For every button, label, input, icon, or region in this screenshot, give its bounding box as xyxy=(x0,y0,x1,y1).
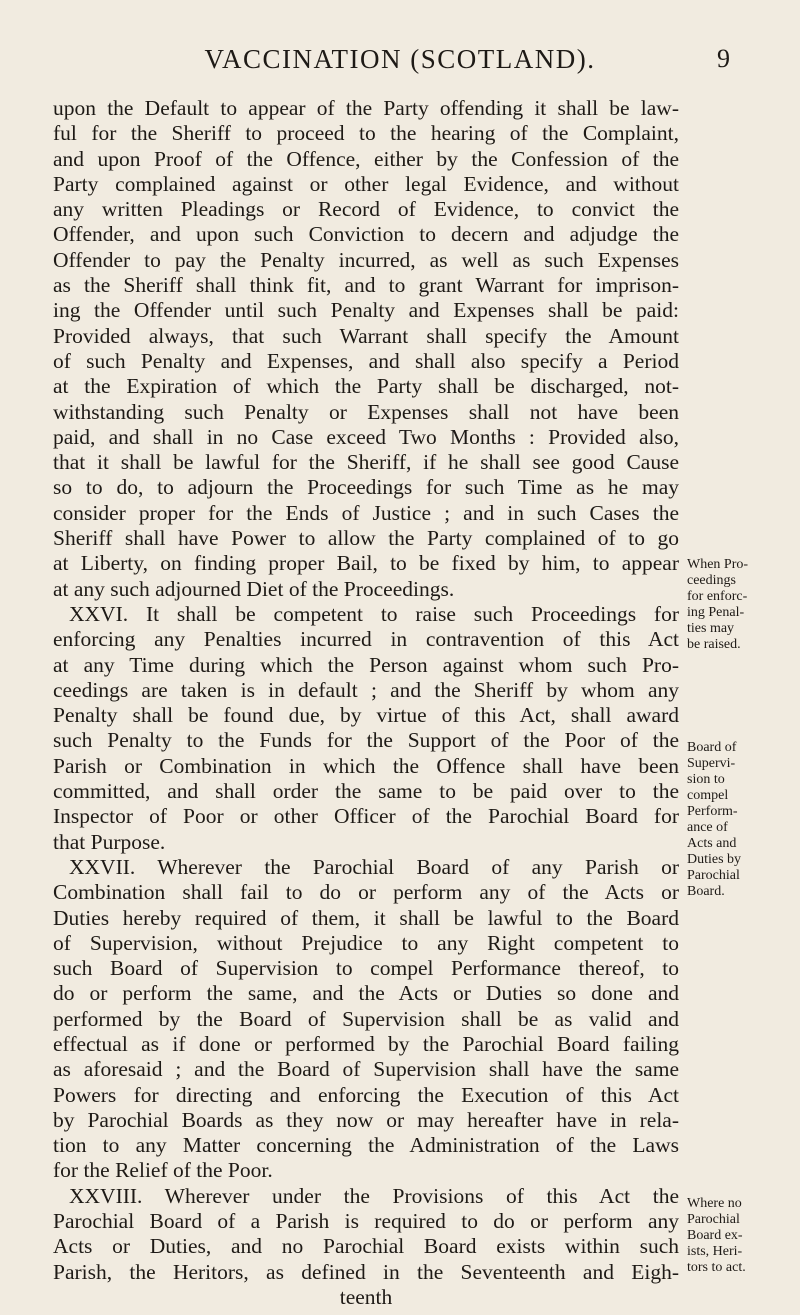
body-line: paid, and shall in no Case exceed Two Months : Provided also, xyxy=(53,424,679,449)
margin-note-line: sion to xyxy=(687,772,725,787)
body-line: ceedings are taken is in default ; and the Sheriff by whom any xyxy=(53,677,679,702)
body-line: Party complained against or other legal Evidence, and without xyxy=(53,171,679,196)
body-line: XXVII. Wherever the Parochial Board of any Parish or xyxy=(69,854,679,879)
margin-note-line: Board of xyxy=(687,740,737,755)
page-number: 9 xyxy=(717,44,730,73)
body-line: such Penalty to the Funds for the Support of the Poor of the xyxy=(53,728,679,753)
margin-note-line: ance of xyxy=(687,820,728,835)
body-line: as the Sheriff shall think fit, and to grant Warrant for imprison- xyxy=(53,273,679,298)
body-line: at the Expiration of which the Party shall be discharged, not- xyxy=(53,374,679,399)
running-title: VACCINATION (SCOTLAND). xyxy=(204,44,596,74)
body-line: performed by the Board of Supervision shall be as valid and xyxy=(53,1006,679,1031)
body-line: Parochial Board of a Parish is required to do or perform any xyxy=(53,1209,679,1234)
body-line: Penalty shall be found due, by virtue of this Act, shall award xyxy=(53,703,679,728)
body-line: consider proper for the Ends of Justice ; and in such Cases the xyxy=(53,500,679,525)
body-line: ing the Offender until such Penalty and Expenses shall be paid: xyxy=(53,298,679,323)
margin-note-line: Acts and xyxy=(687,836,737,851)
margin-note-line: ties may xyxy=(687,621,735,636)
margin-note-line: Perform- xyxy=(687,804,738,819)
body-line: tion to any Matter concerning the Administration of the Laws xyxy=(53,1133,679,1158)
body-line: so to do, to adjourn the Proceedings for such Time as he may xyxy=(53,475,679,500)
margin-note-line: ists, Heri- xyxy=(687,1244,743,1259)
margin-note-line: for enforc- xyxy=(687,589,748,604)
body-line: Combination shall fail to do or perform any of the Acts or xyxy=(53,880,679,905)
body-line: Powers for directing and enforcing the Execution of this Act xyxy=(53,1082,679,1107)
body-line: enforcing any Penalties incurred in contravention of this Act xyxy=(53,627,679,652)
body-line: Offender, and upon such Conviction to decern and adjudge the xyxy=(53,222,679,247)
body-line: Duties hereby required of them, it shall be lawful to the Board xyxy=(53,905,679,930)
body-line: Offender to pay the Penalty incurred, as well as such Expenses xyxy=(53,247,679,272)
body-line: committed, and shall order the same to be paid over to the xyxy=(53,779,679,804)
margin-note-line: When Pro- xyxy=(687,557,749,572)
margin-note-line: Parochial xyxy=(687,1212,740,1227)
body-line: at any such adjourned Diet of the Proceedings. xyxy=(53,576,455,601)
body-line: for the Relief of the Poor. xyxy=(53,1158,273,1183)
margin-note-line: Parochial xyxy=(687,868,740,883)
body-line: that it shall be lawful for the Sheriff, if he shall see good Cause xyxy=(53,450,679,475)
margin-note-line: Board ex- xyxy=(687,1228,743,1243)
body-line: Parish, the Heritors, as defined in the Seventeenth and Eigh- xyxy=(53,1259,679,1284)
margin-note-line: Where no xyxy=(687,1196,742,1211)
margin-note-line: be raised. xyxy=(687,637,741,652)
margin-note-line: ing Penal- xyxy=(687,605,745,620)
body-line: as aforesaid ; and the Board of Supervision shall have the same xyxy=(53,1057,679,1082)
body-line: XXVI. It shall be competent to raise such Proceedings for xyxy=(69,601,679,626)
body-line: of Supervision, without Prejudice to any Right competent to xyxy=(53,930,679,955)
body-line: of such Penalty and Expenses, and shall also specify a Period xyxy=(53,348,679,373)
margin-note-board-of-supervision xyxy=(687,740,797,900)
body-line: Sheriff shall have Power to allow the Party complained of to go xyxy=(53,526,679,551)
page-header xyxy=(70,44,730,84)
body-line: Acts or Duties, and no Parochial Board exists within such xyxy=(53,1234,679,1259)
margin-note-line: Duties by xyxy=(687,852,742,867)
margin-note-line: ceedings xyxy=(687,573,736,588)
body-line: ful for the Sheriff to proceed to the hearing of the Complaint, xyxy=(53,121,679,146)
margin-note-line: Supervi- xyxy=(687,756,736,771)
body-line: by Parochial Boards as they now or may hereafter have in rela- xyxy=(53,1107,679,1132)
body-text xyxy=(53,96,679,1310)
body-line: do or perform the same, and the Acts or Duties so done and xyxy=(53,981,679,1006)
margin-note-heritors xyxy=(687,1196,797,1276)
body-line: effectual as if done or performed by the Parochial Board failing xyxy=(53,1031,679,1056)
body-line: such Board of Supervision to compel Performance thereof, to xyxy=(53,956,679,981)
body-line: Parish or Combination in which the Offence shall have been xyxy=(53,753,679,778)
margin-note-proceedings xyxy=(687,557,797,653)
margin-note-line: Board. xyxy=(687,884,725,899)
body-line: any written Pleadings or Record of Evidence, to convict the xyxy=(53,197,679,222)
margin-note-line: tors to act. xyxy=(687,1260,746,1275)
body-line: withstanding such Penalty or Expenses shall not have been xyxy=(53,399,679,424)
body-line: that Purpose. xyxy=(53,829,166,854)
body-line: upon the Default to appear of the Party offending it shall be law- xyxy=(53,96,679,120)
margin-note-line: compel xyxy=(687,788,729,803)
body-line: teenth xyxy=(339,1284,393,1309)
body-line: at Liberty, on finding proper Bail, to be fixed by him, to appear xyxy=(53,551,679,576)
body-line: at any Time during which the Person against whom such Pro- xyxy=(53,652,679,677)
body-line: and upon Proof of the Offence, either by the Confession of the xyxy=(53,146,679,171)
body-line: XXVIII. Wherever under the Provisions of this Act the xyxy=(69,1183,679,1208)
body-line: Inspector of Poor or other Officer of the Parochial Board for xyxy=(53,804,679,829)
body-line: Provided always, that such Warrant shall specify the Amount xyxy=(53,323,679,348)
